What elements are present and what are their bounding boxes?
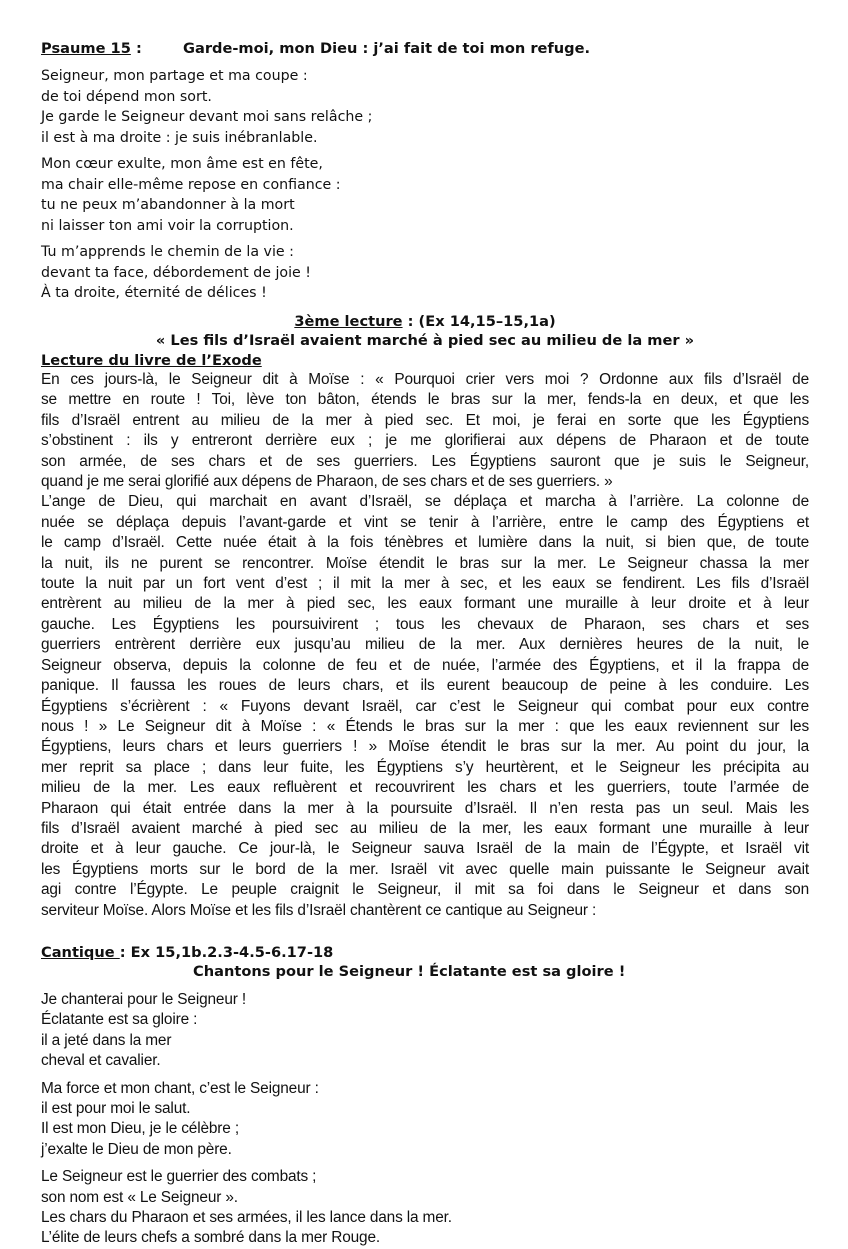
psalm-label-wrap <box>41 38 183 60</box>
verse-line: devant ta face, débordement de joie ! <box>41 264 311 281</box>
reading-line: Égyptiens s’écrièrent : « Fuyons devant Israël, car c’est le Seigneur qui combat pour eux contre <box>41 697 809 715</box>
psalm-stanza <box>41 154 809 236</box>
canticle-stanza <box>41 990 809 1072</box>
psalm-section <box>41 38 809 304</box>
reading-line: la nuit, ils ne purent se rencontrer. Moïse étendit le bras sur la mer. Le Seigneur chassa la mer <box>41 554 809 572</box>
reading-subtitle: « Les fils d’Israël avaient marché à pied sec au milieu de la mer » <box>155 332 695 349</box>
verse-line: ma chair elle-même repose en confiance : <box>41 176 341 193</box>
verse-line: Seigneur, mon partage et ma coupe : <box>41 68 308 84</box>
document-page <box>41 38 809 1249</box>
reading-line: le camp d’Israël. Cette nuée était à la fois ténèbres et lumière dans la nuit, si bien que, de toute <box>41 534 809 552</box>
verse-line: Mon cœur exulte, mon âme est en fête, <box>41 156 323 172</box>
canticle-refrain: Chantons pour le Seigneur ! Éclatante est sa gloire ! <box>193 963 626 981</box>
verse-line: son nom est « Le Seigneur ». <box>41 1188 238 1206</box>
reading-line: s’obstinent : ils y entreront derrière eux ; je me glorifierai aux dépens de Pharaon et de toute <box>41 432 809 450</box>
verse-line: il est pour moi le salut. <box>41 1100 191 1117</box>
reading-reference: : (Ex 14,15–15,1a) <box>402 312 556 330</box>
reading-line: nuée se déplaça depuis l’avant-garde et vint se tenir à l’arrière, entre le camp des Égyptiens et <box>41 513 809 531</box>
canticle-heading <box>41 943 809 963</box>
reading-line: fils d’Israël avaient marché à pied sec au milieu de la mer, les eaux formant une muraille à leur <box>41 819 809 837</box>
reading-line: Pharaon qui était entrée dans la mer à la poursuite d’Israël. Il n’en resta pas un seul. Mais les <box>41 799 809 817</box>
reading-line: serviteur Moïse. Alors Moïse et les fils d’Israël chantèrent ce cantique au Seigneur : <box>41 901 597 919</box>
verse-line: tu ne peux m’abandonner à la mort <box>41 197 295 213</box>
reading-body <box>41 370 809 921</box>
verse-line: il est à ma droite : je suis inébranlable. <box>41 129 318 146</box>
reading-line: gauche. Les Égyptiens les poursuivirent ; tous les chevaux de Pharaon, ses chars et ses <box>41 615 809 633</box>
psalm-stanza <box>41 242 809 304</box>
verse-line: ni laisser ton ami voir la corruption. <box>41 217 294 234</box>
psalm-heading <box>41 38 809 60</box>
canticle-section <box>41 943 809 1249</box>
verse-line: Ma force et mon chant, c’est le Seigneur : <box>41 1079 319 1097</box>
reading-line: entrèrent au milieu de la mer à pied sec, les eaux formant une muraille à leur droite et à leur <box>41 595 809 613</box>
reading-heading <box>41 312 809 332</box>
psalm-label: Psaume 15 <box>41 40 131 57</box>
reading-line: Seigneur observa, depuis la colonne de feu et de nuée, l’armée des Égyptiens, et il la frappa de <box>41 656 809 674</box>
psalm-refrain: Garde-moi, mon Dieu : j’ai fait de toi mon refuge. <box>183 40 591 57</box>
canticle-label: Cantique <box>41 943 120 961</box>
reading-line: mer reprit sa place ; dans leur fuite, les Égyptiens s’y heurtèrent, et le Seigneur les précipita au <box>41 758 809 776</box>
reading-label: 3ème lecture <box>294 312 403 330</box>
reading-line: fils d’Israël entrent au milieu de la mer à pied sec. Et moi, je ferai en sorte que les Égyptiens <box>41 411 809 429</box>
verse-line: il a jeté dans la mer <box>41 1031 172 1049</box>
reading-line: nous ! » Le Seigneur dit à Moïse : « Étends le bras sur la mer : que les eaux reviennent sur les <box>41 717 809 735</box>
verse-line: L’élite de leurs chefs a sombré dans la mer Rouge. <box>41 1229 380 1247</box>
reading-line: Égyptiens, leurs chars et leurs guerriers ! » Moïse étendit le bras sur la mer. Au point du jour, la <box>41 738 809 756</box>
reading-section <box>41 312 809 921</box>
canticle-reference: : Ex 15,1b.2.3-4.5-6.17-18 <box>119 943 334 961</box>
verse-line: j’exalte le Dieu de mon père. <box>41 1140 232 1158</box>
verse-line: de toi dépend mon sort. <box>41 88 212 105</box>
reading-line: L’ange de Dieu, qui marchait en avant d’Israël, se déplaça et marcha à l’arrière. La colonne de <box>41 493 809 511</box>
verse-line: Tu m’apprends le chemin de la vie : <box>41 244 294 260</box>
verse-line: Éclatante est sa gloire : <box>41 1011 198 1029</box>
canticle-stanza <box>41 1079 809 1161</box>
verse-line: Il est mon Dieu, je le célèbre ; <box>41 1120 239 1138</box>
reading-line: les Égyptiens morts sur le bord de la mer. Israël vit avec quelle main puissante le Seigneur avait <box>41 860 809 878</box>
reading-line: toute la nuit par un fort vent d’est ; il mit la mer à sec, et les eaux se fendirent. Les fils d’Israël <box>41 575 809 593</box>
reading-line: quand je me serai glorifié aux dépens de Pharaon, de ses chars et de ses guerriers. » <box>41 473 613 491</box>
reading-line: son armée, de ses chars et de ses guerriers. Les Égyptiens sauront que je suis le Seigneur, <box>41 452 809 470</box>
psalm-label-suffix: : <box>130 40 142 57</box>
reading-line: se mettre en route ! Toi, lève ton bâton, étends le bras sur la mer, fends-la en deux, et que les <box>41 391 809 409</box>
reading-line: droite et à leur gauche. Ce jour-là, le Seigneur sauva Israël de la main de l’Égypte, et Israël vit <box>41 840 809 858</box>
reading-line: En ces jours-là, le Seigneur dit à Moïse : « Pourquoi crier vers moi ? Ordonne aux fils d’Israël de <box>41 371 809 388</box>
verse-line: cheval et cavalier. <box>41 1052 161 1070</box>
reading-line: guerriers entrèrent derrière eux jusqu’au milieu de la mer. Aux dernières heures de la nuit, le <box>41 636 809 654</box>
verse-line: Les chars du Pharaon et ses armées, il les lance dans la mer. <box>41 1209 452 1227</box>
verse-line: Je chanterai pour le Seigneur ! <box>41 990 246 1008</box>
reading-book-title: Lecture du livre de l’Exode <box>41 351 262 369</box>
reading-line: panique. Il faussa les roues de leurs chars, et ils eurent beaucoup de peine à les conduire. Les <box>41 677 809 695</box>
verse-line: À ta droite, éternité de délices ! <box>41 285 267 301</box>
reading-line: agi contre l’Égypte. Le peuple craignit le Seigneur, il mit sa foi dans le Seigneur et dans son <box>41 881 809 899</box>
verse-line: Le Seigneur est le guerrier des combats ; <box>41 1168 317 1186</box>
canticle-stanza <box>41 1167 809 1249</box>
reading-line: milieu de la mer. Les eaux refluèrent et recouvrirent les chars et les guerriers, toute l’armée de <box>41 779 809 797</box>
verse-line: Je garde le Seigneur devant moi sans relâche ; <box>41 109 373 125</box>
psalm-stanza <box>41 66 809 148</box>
